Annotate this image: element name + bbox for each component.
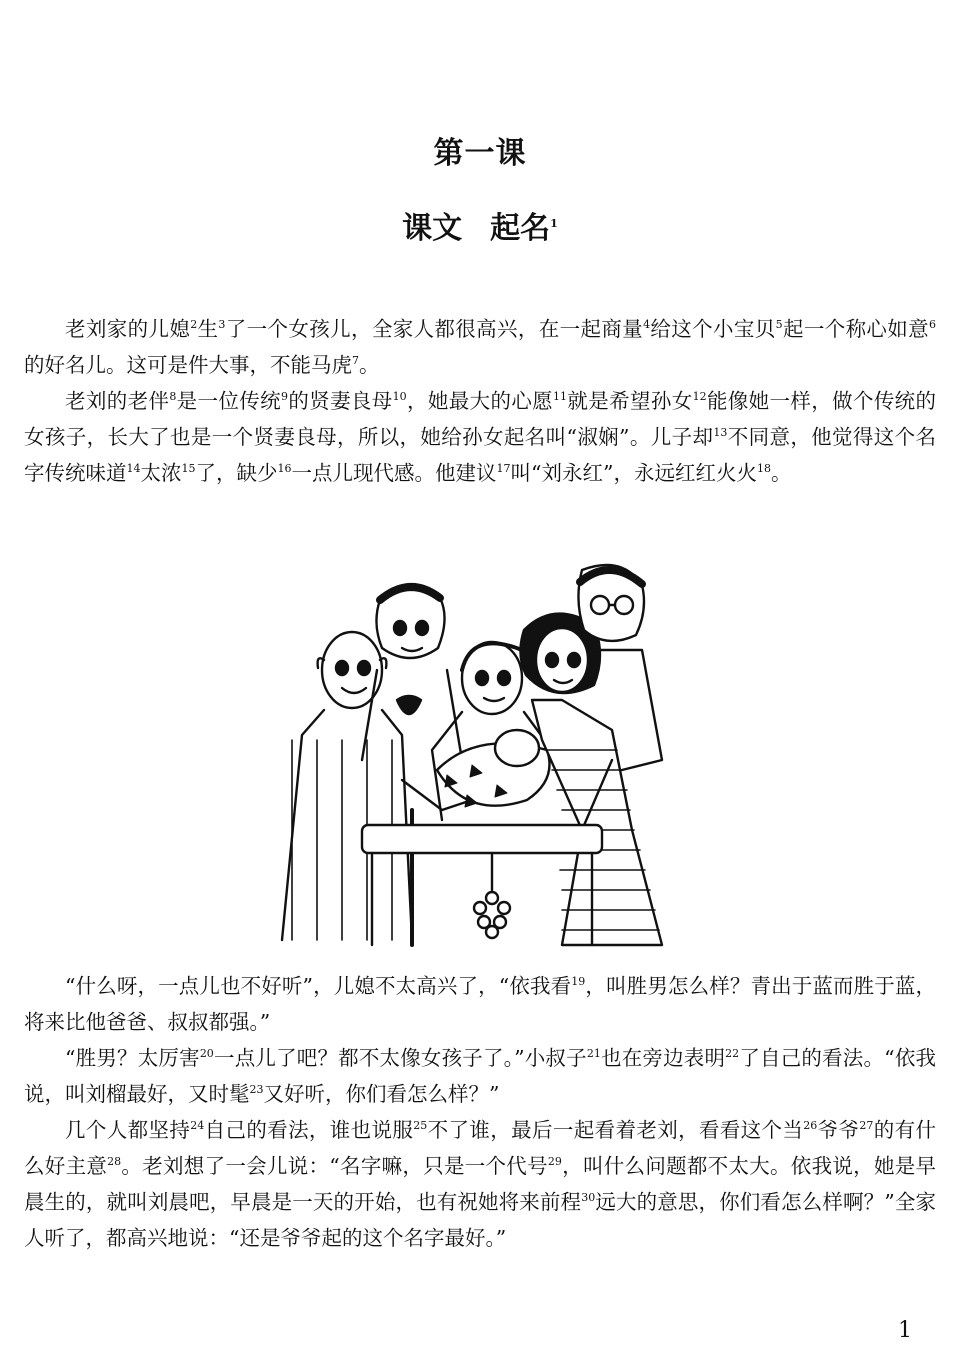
uncle-figure [362,584,462,760]
text-segment: 。 [770,461,792,485]
text-segment: 不同意，他觉得这个名字传统味道 [24,425,937,485]
footnote-ref: 4 [643,318,651,332]
text-segment: 自己的看法，谁也说服 [204,1118,414,1142]
footnote-ref: 9 [280,390,288,404]
text-segment: ，叫什么问题都不太大。依我说，她是早晨生的，就叫刘晨吧，早晨是一天的开始，也有祝她将来前程 [24,1154,937,1214]
text-segment: 了一个女孩儿，全家人都很高兴，在一起商量 [225,317,644,341]
footnote-ref: 11 [553,390,568,404]
footnote-ref: 29 [547,1155,562,1169]
text-segment: 生 [197,317,219,341]
text-segment: 给这个小宝贝 [650,317,776,341]
text-segment: 不了谁，最后一起看着老刘，看看这个当 [427,1118,804,1142]
text-segment: 。老刘想了一会儿说：“名字嘛，只是一个代号 [121,1154,548,1178]
footnote-ref: 2 [190,318,198,332]
text-segment: 一点儿了吧？都不太像女孩子了。”小叔子 [213,1046,587,1070]
text-segment: 就是希望孙女 [567,389,693,413]
text-segment: 。 [359,353,380,377]
footnote-ref: 26 [803,1119,818,1133]
text-segment: 太浓 [140,461,182,485]
text-segment: 老刘家的儿媳 [65,317,191,341]
text-segment: 起一个称心如意 [782,317,930,341]
footnote-ref: 20 [199,1047,214,1061]
text-segment: “什么呀，一点儿也不好听”，儿媳不太高兴了，“依我看 [65,974,572,998]
footnote-ref: 21 [586,1047,601,1061]
footnote-ref: 6 [929,318,937,332]
text-segment: 是一位传统 [176,389,281,413]
text-segment: ，她最大的心愿 [406,389,554,413]
text-segment: 的贤妻良母 [287,389,393,413]
grandfather-figure [282,632,472,945]
lesson-title: 第一课 [433,136,527,171]
text-segment: 能像她一样，做个传统的女孩子，长大了也是一个贤妻良母，所以，她给孙女起名叫“淑娴”。儿子却 [24,389,937,449]
footnote-ref: 17 [496,462,511,476]
footnote-ref: 5 [775,318,783,332]
text-segment: 又好听，你们看怎么样？” [263,1082,500,1106]
subtitle-prefix: 课文 [402,211,463,246]
paragraph [24,1112,936,1256]
lesson-subtitle [0,203,960,247]
text-segment: ，叫胜男怎么样？青出于蓝而胜于蓝，将来比他爸爸、叔叔都强。” [24,974,936,1034]
text-segment: “胜男？太厉害 [65,1046,200,1070]
footnote-ref: 23 [249,1083,264,1097]
text-segment: 远大的意思，你们看怎么样啊？”全家人听了，都高兴地说：“还是爷爷起的这个名字最好。” [24,1190,937,1250]
paragraph [24,968,936,1040]
footnote-ref: 14 [126,462,141,476]
text-segment: 的有什么好主意 [24,1118,937,1178]
footnote-ref: 3 [218,318,226,332]
footnote-ref: 24 [190,1119,205,1133]
footnote-ref: 13 [713,426,728,440]
text-segment: 爷爷 [817,1118,860,1142]
footnote-ref: 19 [571,975,586,989]
footnote-ref: 1 [550,217,558,230]
footnote-ref: 27 [859,1119,874,1133]
footnote-ref: 15 [181,462,196,476]
footnote-ref: 30 [581,1191,596,1205]
footnote-ref: 16 [277,462,292,476]
text-segment: 的好名儿。这可是件大事，不能马虎 [24,353,352,377]
text-segment: 了自己的看法。“依我说，叫刘榴最好，又时髦 [24,1046,937,1106]
text-segment: 一点儿现代感。他建议 [291,461,497,485]
paragraph [24,311,936,383]
footnote-ref: 8 [169,390,177,404]
subtitle-main: 起名 [490,211,551,246]
footnote-ref: 25 [413,1119,428,1133]
family-illustration [262,560,692,955]
text-block-bottom [24,968,936,1256]
baby-bundle [437,730,550,807]
footnote-ref: 12 [692,390,707,404]
text-block-top [24,311,936,491]
footnote-ref: 22 [725,1047,740,1061]
text-segment: 也在旁边表明 [600,1046,726,1070]
paragraph [24,383,936,491]
footnote-ref: 10 [392,390,407,404]
text-segment: 叫“刘永红”，永远红红火火 [510,461,757,485]
text-segment: 老刘的老伴 [65,389,170,413]
footnote-ref: 28 [107,1155,122,1169]
text-segment: 了，缺少 [195,461,278,485]
page-number: 1 [898,1318,912,1343]
footnote-ref: 18 [756,462,771,476]
paragraph [24,1040,936,1112]
text-segment: 几个人都坚持 [65,1118,191,1142]
footnote-ref: 7 [352,354,359,368]
